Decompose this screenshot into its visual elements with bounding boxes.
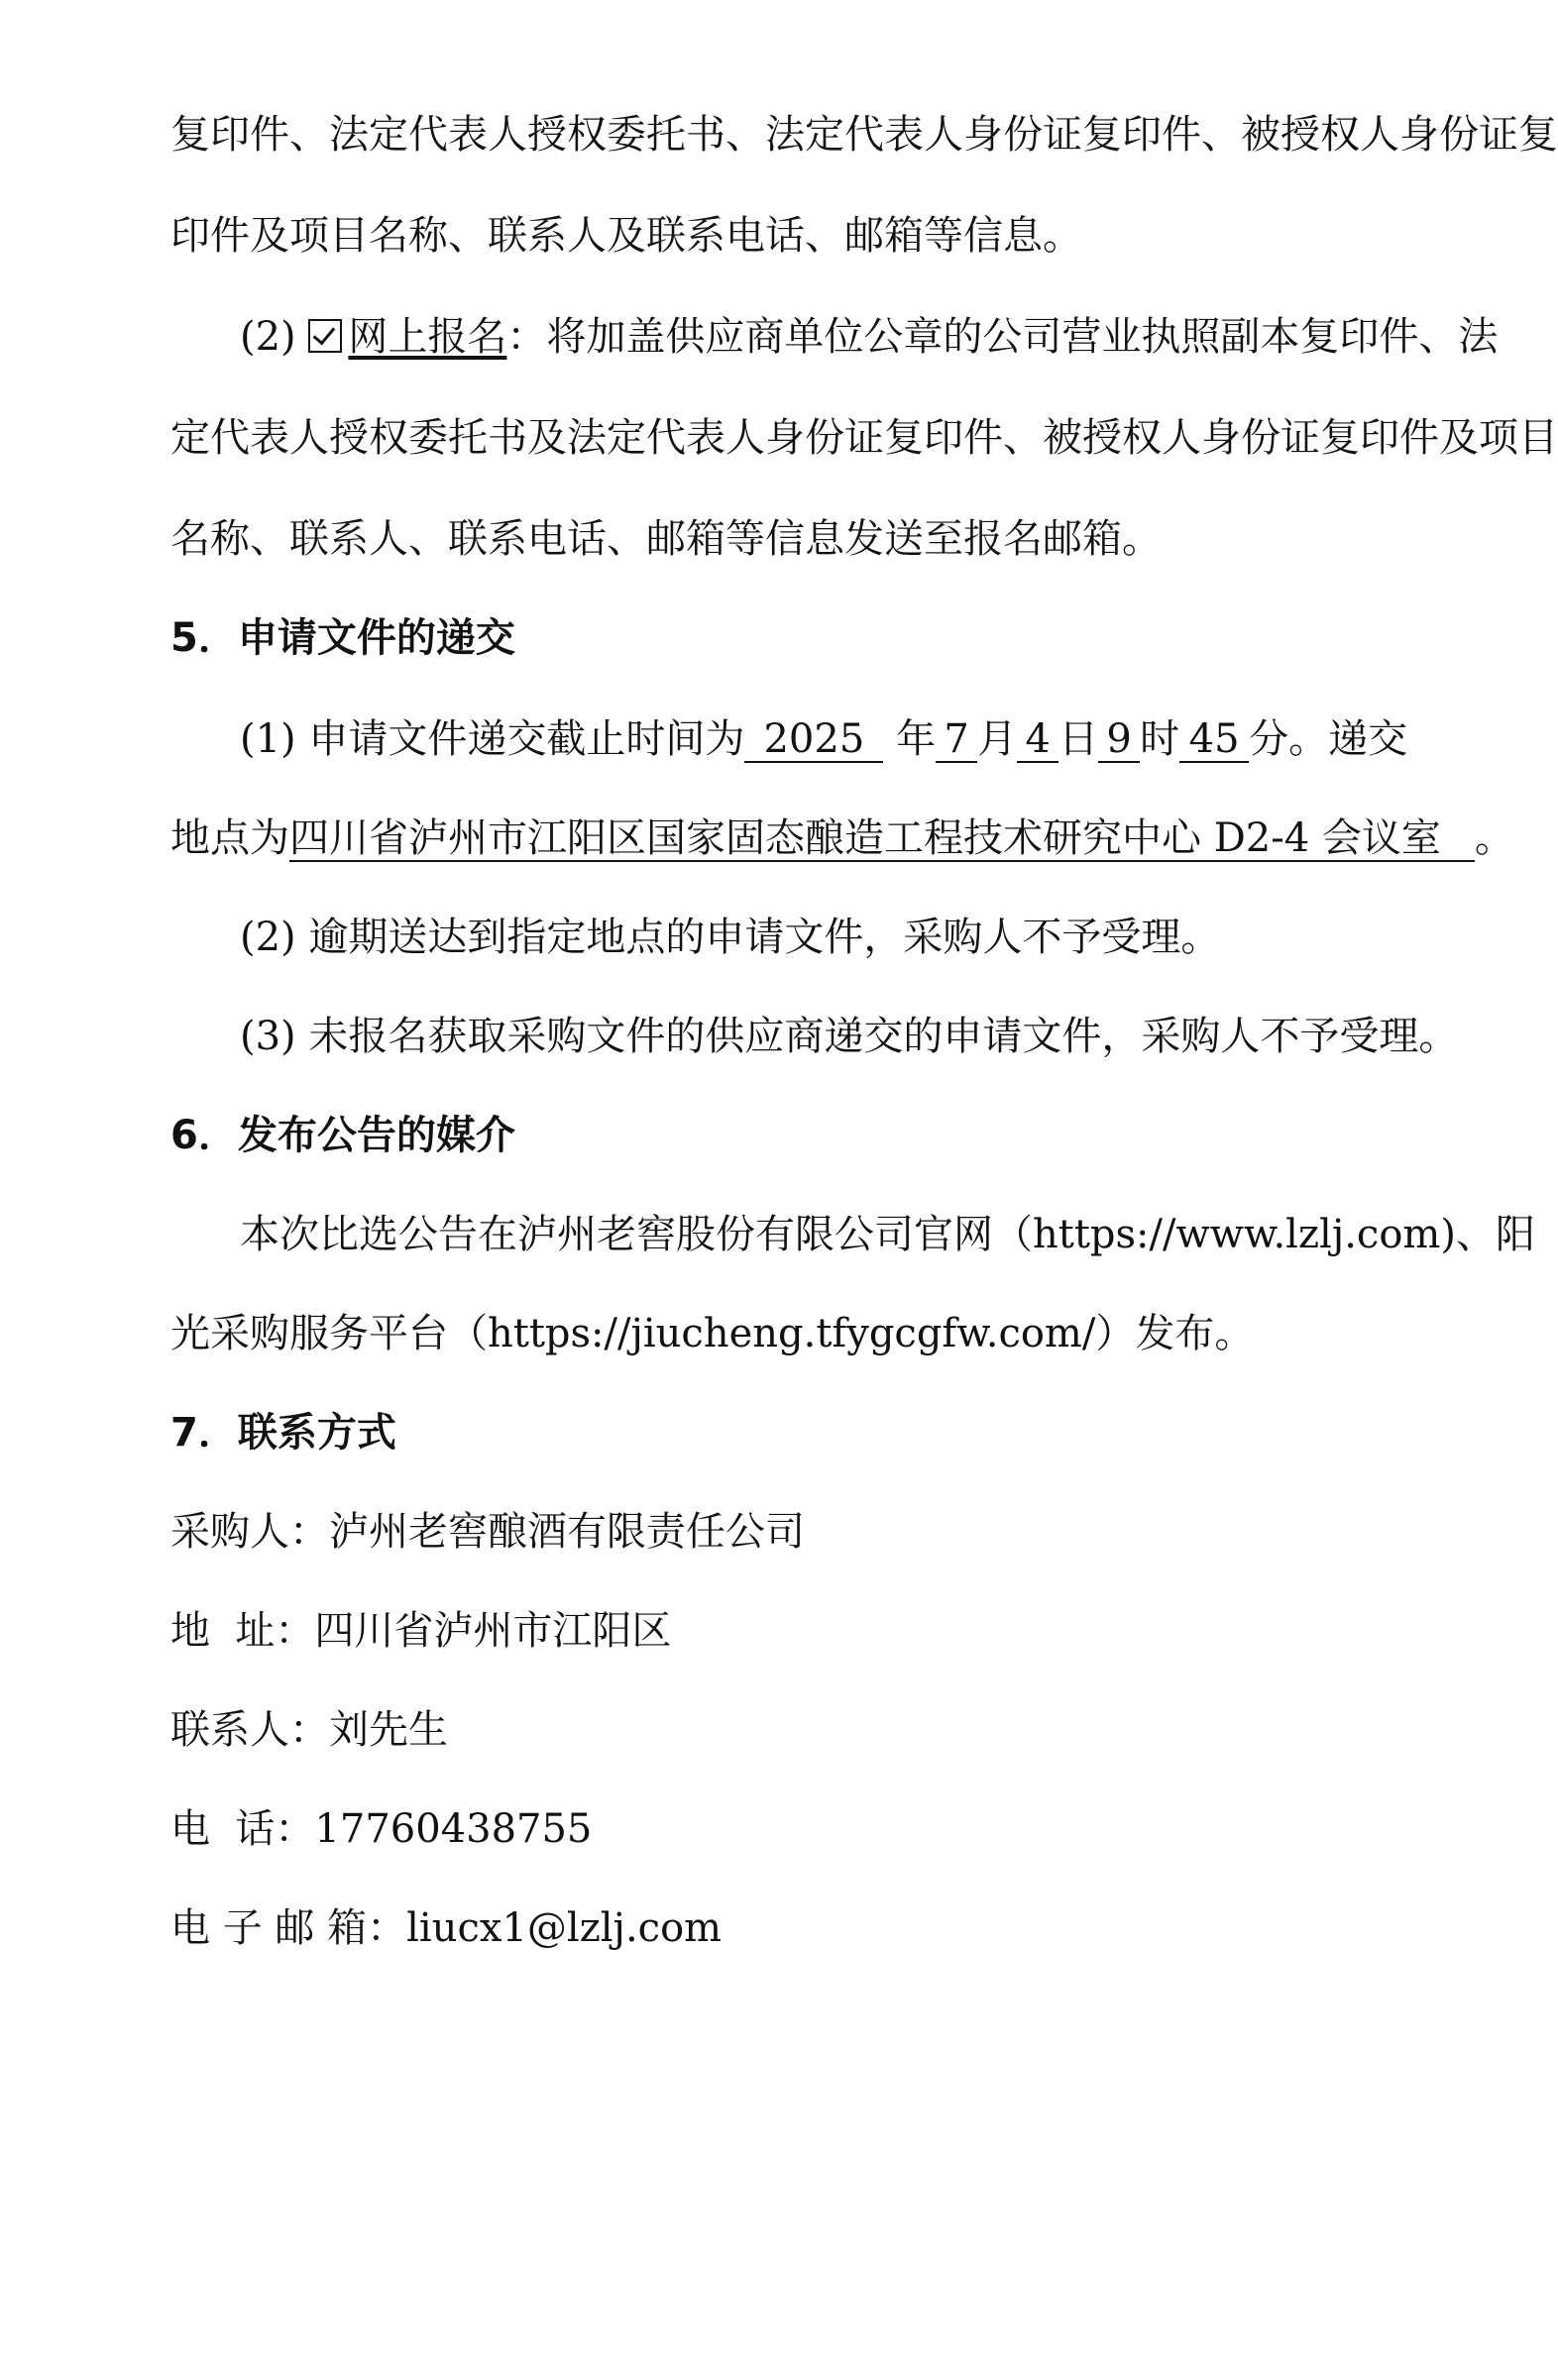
online-registration-line: (2) 网上报名：将加盖供应商单位公章的公司营业执照副本复印件、法 (240, 314, 1499, 360)
para-line: 定代表人授权委托书及法定代表人身份证复印件、被授权人身份证复印件及项目 (170, 415, 1558, 461)
deadline-day: 4 (1017, 717, 1058, 763)
section-heading: 6．发布公告的媒介 (170, 1113, 515, 1158)
para-line: 名称、联系人、联系电话、邮箱等信息发送至报名邮箱。 (170, 516, 1162, 562)
para-line: 复印件、法定代表人授权委托书、法定代表人身份证复印件、被授权人身份证复 (170, 112, 1558, 158)
location-line: 地点为四川省泸州市江阳区国家固态酿造工程技术研究中心 D2-4 会议室 。 (170, 815, 1514, 861)
email-line: 电 子 邮 箱：liucx1@lzlj.com (170, 1905, 723, 1951)
item-number: (2) (240, 314, 296, 360)
deadline-year: 2025 (744, 717, 883, 763)
address-line: 地 址：四川省泸州市江阳区 (170, 1608, 672, 1654)
para-line: 光采购服务平台（https://jiucheng.tfygcgfw.com/）发布。 (170, 1311, 1255, 1356)
deadline-month: 7 (936, 717, 977, 763)
checkbox-checked-icon (308, 319, 342, 353)
submission-location: 四川省泸州市江阳区国家固态酿造工程技术研究中心 D2-4 会议室 (289, 816, 1475, 862)
online-registration-text: 将加盖供应商单位公章的公司营业执照副本复印件、法 (546, 314, 1499, 360)
online-registration-label: 网上报名 (348, 314, 507, 360)
contact-line: 联系人：刘先生 (170, 1707, 448, 1753)
para-line: (3) 未报名获取采购文件的供应商递交的申请文件，采购人不予受理。 (240, 1014, 1459, 1059)
purchaser-line: 采购人：泸州老窖酿酒有限责任公司 (170, 1509, 805, 1555)
section-heading: 7．联系方式 (170, 1410, 396, 1456)
section-heading: 5．申请文件的递交 (170, 615, 515, 661)
deadline-minute: 45 (1179, 717, 1249, 763)
para-line: 印件及项目名称、联系人及联系电话、邮箱等信息。 (170, 213, 1082, 259)
phone-line: 电 话：17760438755 (170, 1806, 593, 1852)
deadline-line: (1) 申请文件递交截止时间为 2025 年 7 月 4 日 9 时 45 分。递交 (240, 716, 1408, 762)
para-line: (2) 逾期送达到指定地点的申请文件，采购人不予受理。 (240, 915, 1221, 960)
deadline-hour: 9 (1098, 717, 1140, 763)
para-line: 本次比选公告在泸州老窖股份有限公司官网（https://www.lzlj.com)、阳 (240, 1212, 1535, 1257)
